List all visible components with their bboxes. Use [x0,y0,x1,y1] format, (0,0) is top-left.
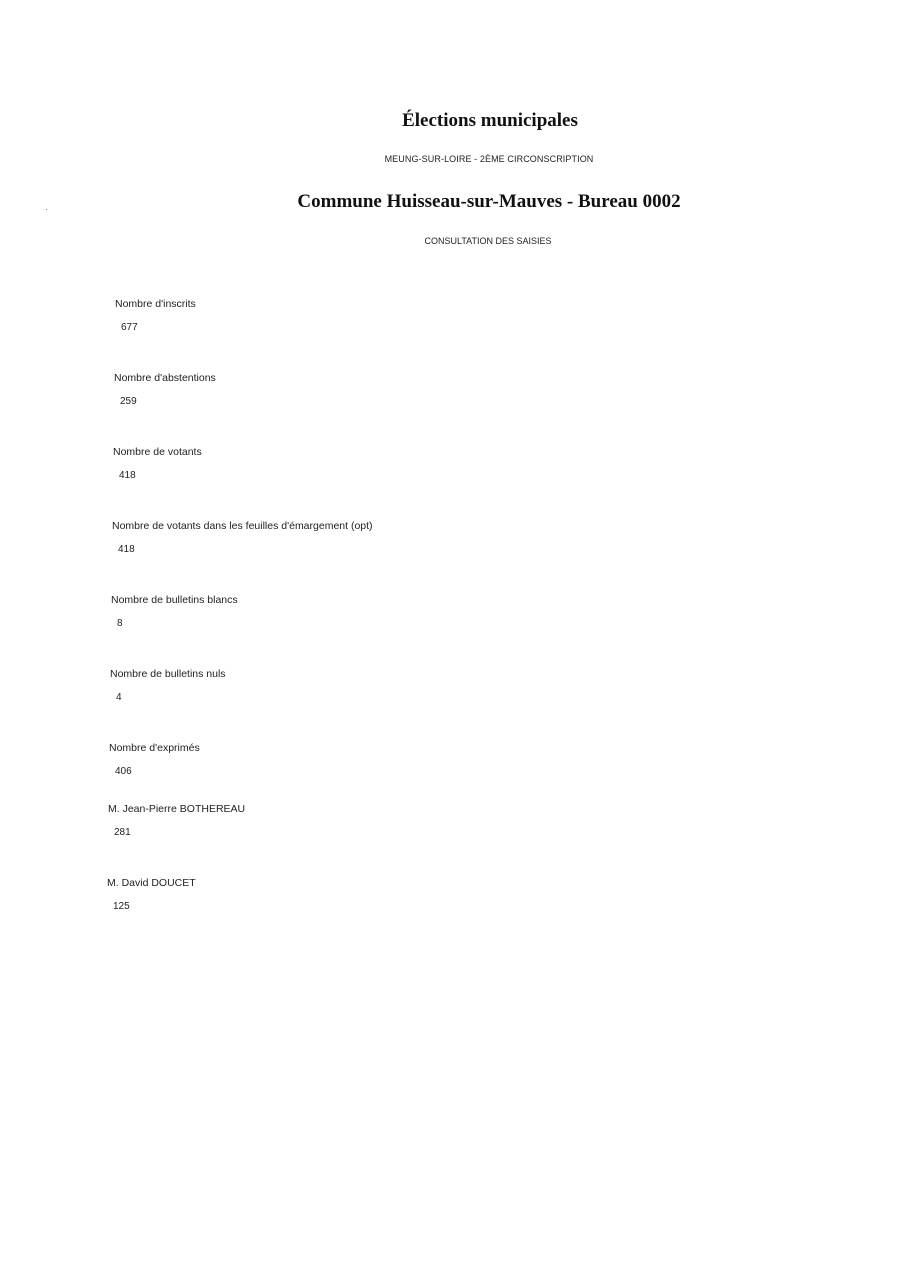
candidate-name: M. David DOUCET [107,877,196,889]
circonscription-subtitle: MEUNG-SUR-LOIRE - 2ÈME CIRCONSCRIPTION [384,154,594,164]
candidate-name: M. Jean-Pierre BOTHEREAU [108,803,246,815]
candidate-votes: 125 [113,901,130,912]
field-value: 8 [117,618,123,629]
field-label: Nombre d'abstentions [114,372,216,384]
field-bulletins-nuls [110,668,226,703]
field-value: 4 [116,692,122,703]
field-abstentions [114,372,216,407]
field-label: Nombre de votants [113,446,202,458]
consultation-subtitle: CONSULTATION DES SAISIES [424,236,552,246]
candidate-doucet [107,877,196,912]
field-label: Nombre d'inscrits [115,298,196,310]
field-label: Nombre de bulletins blancs [111,594,238,606]
field-exprimes [109,742,200,777]
field-value: 259 [120,396,137,407]
field-label: Nombre d'exprimés [109,742,200,754]
field-value: 418 [119,470,136,481]
field-votants-emargement [112,520,373,555]
field-label: Nombre de votants dans les feuilles d'émargement (opt) [112,520,373,532]
document-title: Élections municipales [402,110,578,131]
candidate-votes: 281 [114,827,131,838]
field-value: 406 [115,766,132,777]
field-bulletins-blancs [111,594,238,629]
candidate-bothereau [108,803,245,838]
field-inscrits [115,298,196,333]
field-value: 418 [118,544,135,555]
field-votants [113,446,202,481]
commune-bureau-heading: Commune Huisseau-sur-Mauves - Bureau 0002 [297,191,681,212]
field-label: Nombre de bulletins nuls [110,668,226,680]
field-value: 677 [121,322,138,333]
